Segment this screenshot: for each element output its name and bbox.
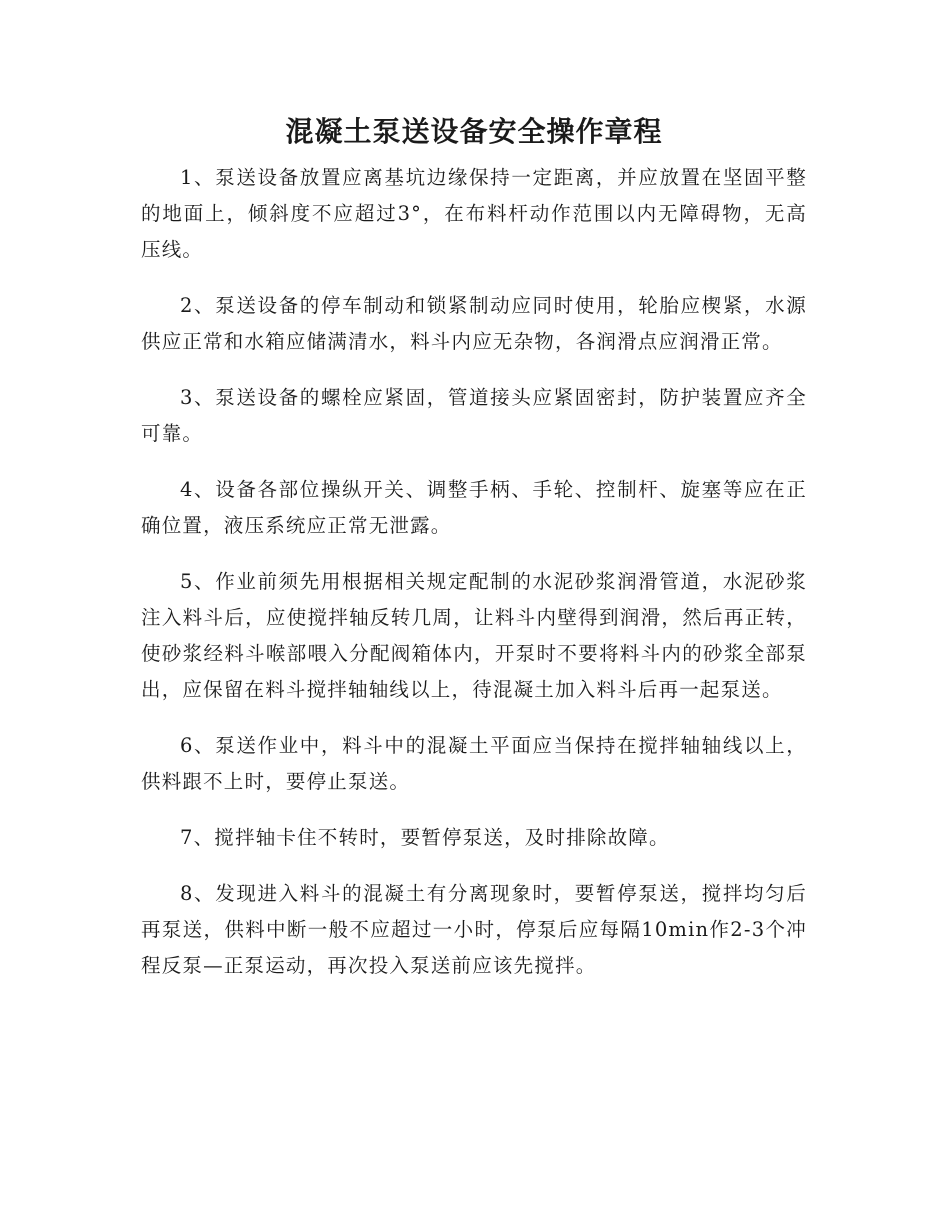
paragraph-8: 8、发现进入料斗的混凝土有分离现象时，要暂停泵送，搅拌均匀后再泵送，供料中断一般不应超过一小时，停泵后应每隔10min作2-3个冲程反泵—正泵运动，再次投入泵送前应该先搅拌。 bbox=[141, 882, 807, 977]
paragraph-4: 4、设备各部位操纵开关、调整手柄、手轮、控制杆、旋塞等应在正确位置，液压系统应正常无泄露。 bbox=[141, 478, 807, 537]
paragraph-5: 5、作业前须先用根据相关规定配制的水泥砂浆润滑管道，水泥砂浆注入料斗后，应使搅拌轴反转几周，让料斗内壁得到润滑，然后再正转，使砂浆经料斗喉部喂入分配阀箱体内，开泵时不要将料斗内的砂浆全部泵出，应保留在料斗搅拌轴轴线以上，待混凝土加入料斗后再一起泵送。 bbox=[141, 570, 807, 701]
paragraph-7: 7、搅拌轴卡住不转时，要暂停泵送，及时排除故障。 bbox=[180, 826, 670, 849]
paragraph-3: 3、泵送设备的螺栓应紧固，管道接头应紧固密封，防护装置应齐全可靠。 bbox=[141, 386, 807, 445]
paragraph-1: 1、泵送设备放置应离基坑边缘保持一定距离，并应放置在坚固平整的地面上，倾斜度不应超过3°，在布料杆动作范围以内无障碍物，无高压线。 bbox=[141, 166, 807, 261]
paragraph-2: 2、泵送设备的停车制动和锁紧制动应同时使用，轮胎应楔紧，水源供应正常和水箱应储满清水，料斗内应无杂物，各润滑点应润滑正常。 bbox=[141, 294, 807, 353]
paragraph-6: 6、泵送作业中，料斗中的混凝土平面应当保持在搅拌轴轴线以上，供料跟不上时，要停止泵送。 bbox=[141, 734, 807, 793]
document-title: 混凝土泵送设备安全操作章程 bbox=[285, 115, 663, 148]
